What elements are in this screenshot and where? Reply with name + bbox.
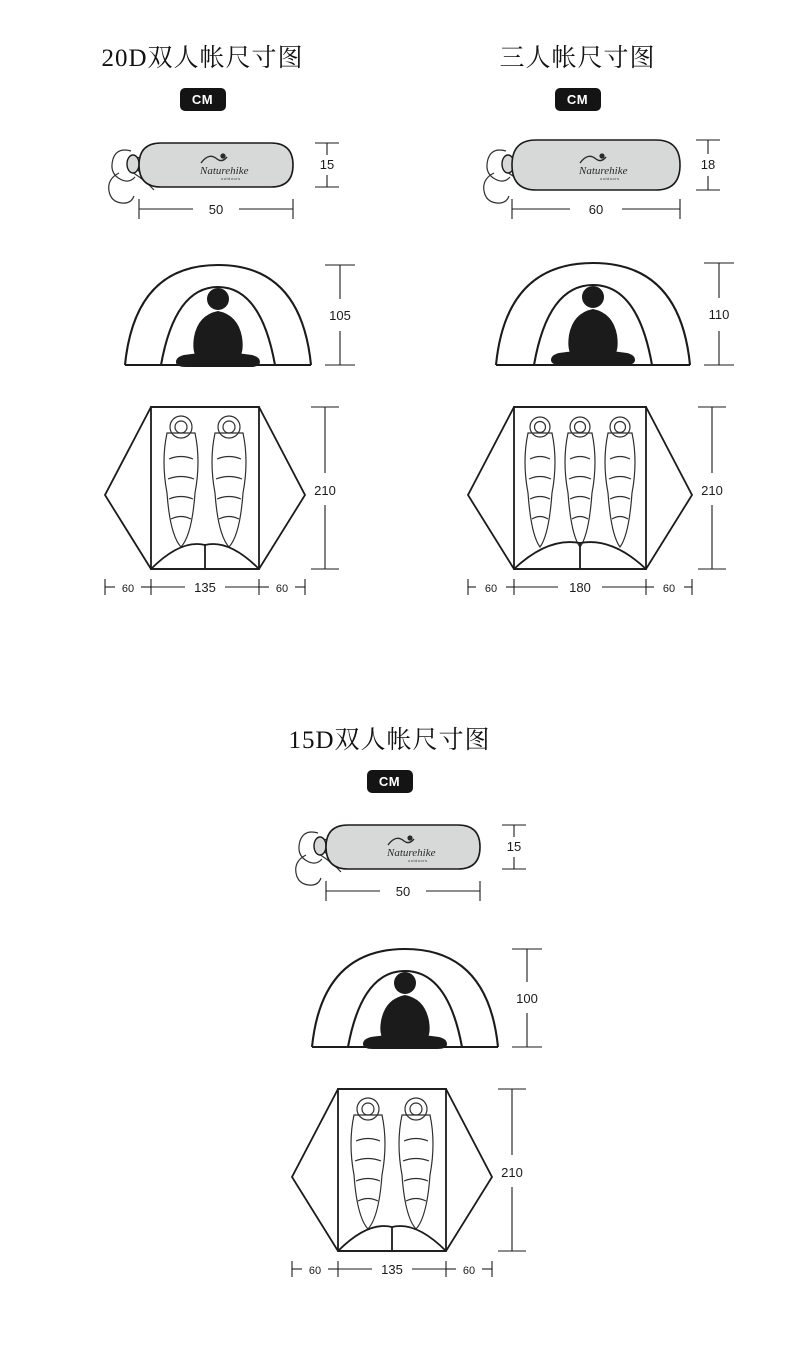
floorplan-view-15d (220, 1069, 560, 1289)
elevation-view-20d (33, 243, 373, 383)
panel-20d-double (10, 38, 395, 607)
panel-title-20d-double: 20D双人帐尺寸图 (101, 45, 304, 72)
packed-bag-view-triple (408, 127, 748, 237)
dim-bag-length-20d: 50 (208, 202, 223, 217)
brand-wordmark-20d: Naturehike (199, 165, 248, 177)
dim-plan-right-20d: 60 (275, 583, 288, 595)
dim-plan-center-20d: 135 (193, 580, 216, 595)
unit-badge-cm-triple: CM (555, 88, 601, 111)
brand-subtext-triple: outdoors (599, 176, 620, 181)
panel-15d-double (197, 720, 582, 1289)
sleeping-bag-1-triple (525, 417, 555, 547)
elevation-view-15d (220, 925, 560, 1065)
dim-plan-left-20d: 60 (121, 583, 134, 595)
dim-bag-length-15d: 50 (395, 884, 410, 899)
brand-wordmark-15d: Naturehike (386, 847, 435, 859)
dim-elevation-height-20d: 105 (328, 308, 351, 323)
packed-bag-view-20d (33, 127, 373, 237)
sleeping-bag-left-15d (351, 1098, 385, 1229)
unit-badge-cm-20d: CM (180, 88, 226, 111)
brand-subtext-20d: outdoors (220, 176, 241, 181)
dim-elevation-height-15d: 100 (515, 991, 538, 1006)
brand-wordmark-triple: Naturehike (578, 165, 627, 177)
unit-badge-cm-15d: CM (367, 770, 413, 793)
dim-bag-height-triple: 18 (700, 157, 715, 172)
brand-subtext-15d: outdoors (407, 858, 428, 863)
dim-bag-height-20d: 15 (319, 157, 334, 172)
panel-triple (385, 38, 770, 607)
floorplan-view-triple (408, 387, 748, 607)
packed-bag-view-15d (220, 809, 560, 919)
dim-bag-height-15d: 15 (506, 839, 521, 854)
dim-plan-depth-triple: 210 (700, 483, 723, 498)
sleeping-bag-3-triple (605, 417, 635, 547)
dim-plan-center-triple: 180 (568, 580, 591, 595)
panel-title-15d-double: 15D双人帐尺寸图 (288, 727, 491, 754)
sleeping-bag-right-15d (399, 1098, 433, 1229)
dim-plan-right-15d: 60 (462, 1265, 475, 1277)
dim-bag-length-triple: 60 (588, 202, 603, 217)
sleeping-bag-2-triple (565, 417, 595, 547)
sleeping-bag-left-20d (164, 416, 198, 547)
dim-plan-right-triple: 60 (662, 583, 675, 595)
elevation-view-triple (408, 243, 748, 383)
dim-elevation-height-triple: 110 (708, 307, 729, 322)
dim-plan-center-15d: 135 (380, 1262, 403, 1277)
dim-plan-depth-20d: 210 (313, 483, 336, 498)
panel-title-triple: 三人帐尺寸图 (499, 45, 656, 72)
dim-plan-depth-15d: 210 (500, 1165, 523, 1180)
sleeping-bag-right-20d (212, 416, 246, 547)
floorplan-view-20d (33, 387, 373, 607)
seated-person-silhouette-triple (551, 286, 635, 365)
dim-plan-left-15d: 60 (308, 1265, 321, 1277)
dim-plan-left-triple: 60 (484, 583, 497, 595)
